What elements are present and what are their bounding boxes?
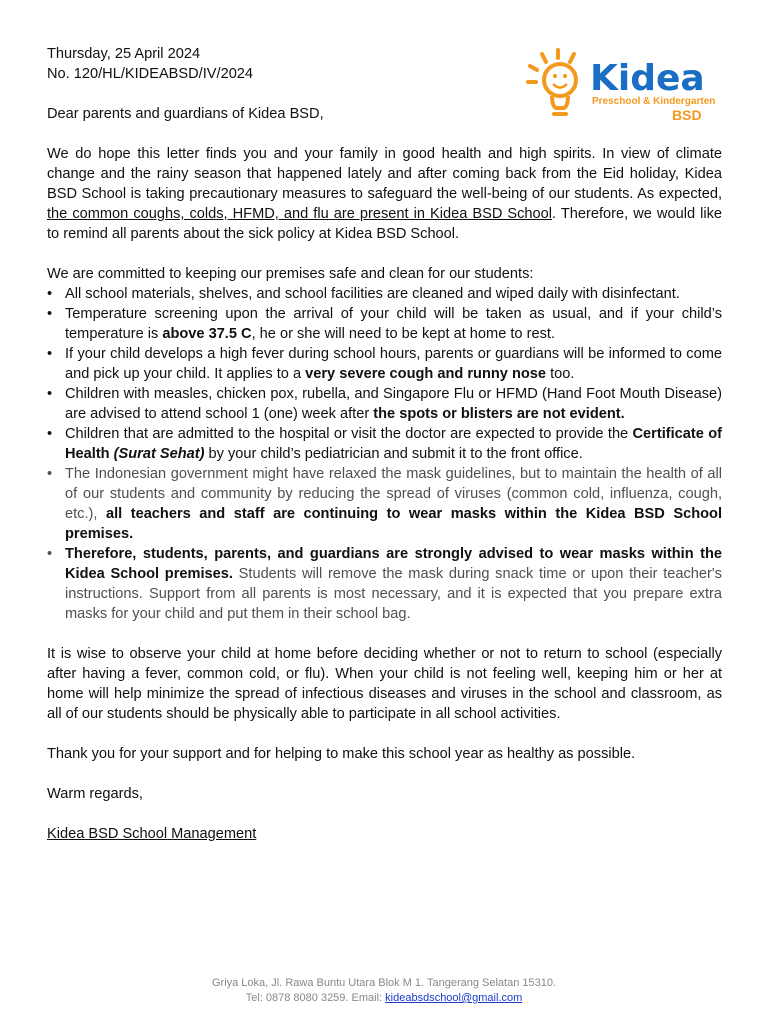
list-item: • The Indonesian government might have relaxed the mask guidelines, but to maintain the health of all of our students and community by reducing the spread of viruses (common cold, influenza, cough, etc.), all teachers and staff are continuing to wear masks within the Kidea BSD School premises. [65,464,722,544]
closing: Warm regards, [47,786,143,802]
svg-text:Kidea: Kidea [590,58,705,99]
email-link[interactable]: kideabsdschool@gmail.com [385,992,523,1004]
commitment-heading: We are committed to keeping our premises safe and clean for our students: [47,266,534,282]
list-item: • Children that are admitted to the hospital or visit the doctor are expected to provide the Certificate of Health (Surat Sehat) by your child’s pediatrician and submit it to the front office. [65,424,722,464]
svg-text:BSD: BSD [672,107,702,123]
footer-contact: Tel: 0878 8080 3259. Email: kideabsdschool@gmail.com [245,992,523,1004]
observe-paragraph: It is wise to observe your child at home before deciding whether or not to return to school (especially after having a fever, common cold, or flu). When your child is not feeling well, keeping him or her at home will help minimize the spread of infectious diseases and viruses in the school and classroom, as all of our students should be physically able to participate in all school activities. [47,646,722,722]
policy-list [47,284,722,624]
svg-text:Preschool & Kindergarten: Preschool & Kindergarten [592,96,716,107]
list-item: • All school materials, shelves, and school facilities are cleaned and wiped daily with disinfectant. [65,284,722,304]
intro-paragraph: We do hope this letter finds you and your family in good health and high spirits. In view of climate change and the rainy season that happened lately and after coming back from the Eid holiday, Kidea BSD School is taking precautionary measures to safeguard the well-being of our students. As expected, the common coughs, colds, HFMD, and flu are present in Kidea BSD School. Therefore, we would like to remind all parents about the sick policy at Kidea BSD School. [47,146,722,242]
thanks-line: Thank you for your support and for helping to make this school year as healthy as possible. [47,746,636,762]
footer [0,976,768,1006]
list-item: • Therefore, students, parents, and guardians are strongly advised to wear masks within the Kidea School premises. Students will remove the mask during snack time or upon their teacher's instructions. Support from all parents is most necessary, and it is expected that you prepare extra masks for your child and put them in their school bag. [65,544,722,624]
letter-body [47,44,722,844]
signature: Kidea BSD School Management [47,826,257,842]
list-item: • Children with measles, chicken pox, rubella, and Singapore Flu or HFMD (Hand Foot Mouth Disease) are advised to attend school 1 (one) week after the spots or blisters are not evident. [65,384,722,424]
greeting: Dear parents and guardians of Kidea BSD, [47,106,324,122]
letter-date: Thursday, 25 April 2024 [47,46,201,62]
list-item: • If your child develops a high fever during school hours, parents or guardians will be informed to come and pick up your child. It applies to a very severe cough and runny nose too. [65,344,722,384]
list-item: • Temperature screening upon the arrival of your child will be taken as usual, and if your child’s temperature is above 37.5 C, he or she will need to be kept at home to rest. [65,304,722,344]
footer-address: Griya Loka, Jl. Rawa Buntu Utara Blok M 1. Tangerang Selatan 15310. [211,977,557,989]
letter-reference: No. 120/HL/KIDEABSD/IV/2024 [47,66,254,82]
intro-underlined: the common coughs, colds, HFMD, and flu are present in Kidea BSD School [47,206,553,222]
